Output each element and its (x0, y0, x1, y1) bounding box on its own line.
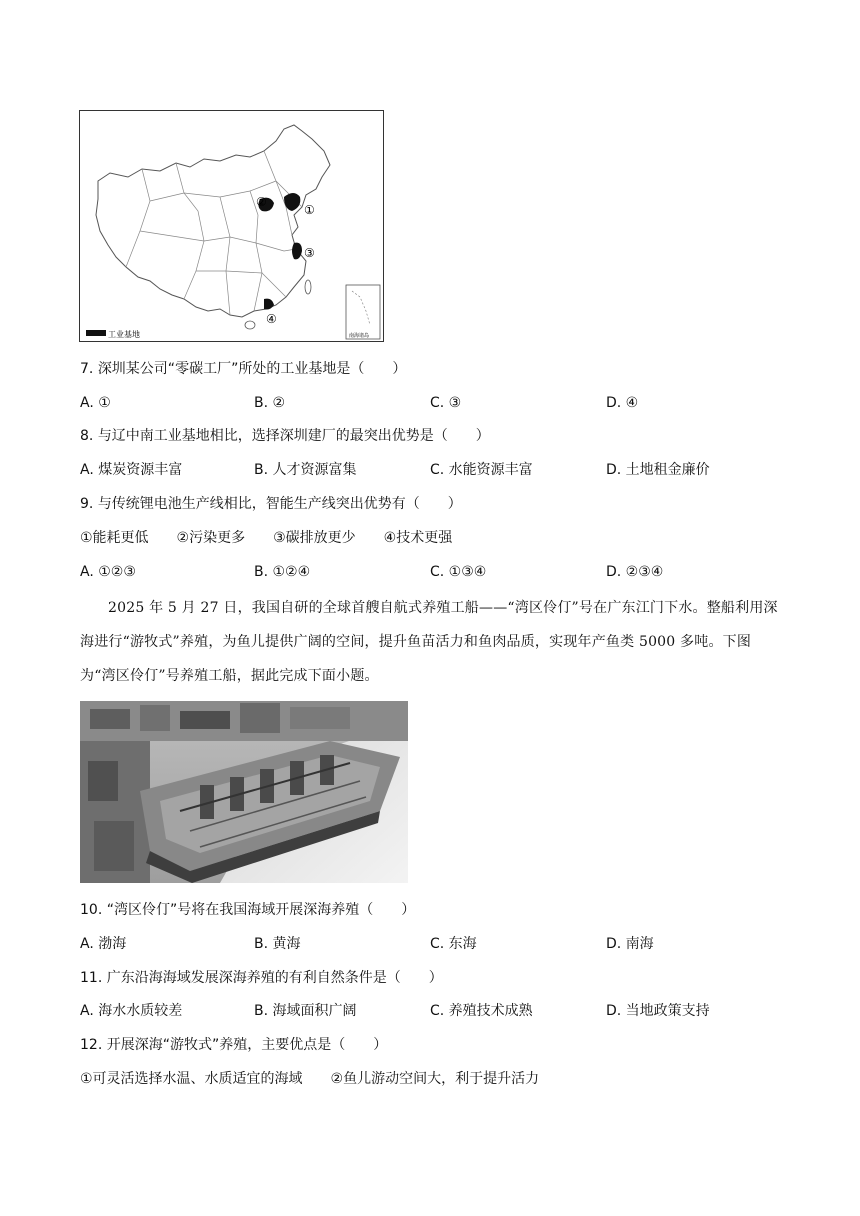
q11-option-b[interactable]: B. 海域面积广阔 (254, 1003, 357, 1019)
question-number: 7. (80, 361, 94, 377)
marker-1: ① (304, 203, 315, 217)
question-stem: 广东沿海海域发展深海养殖的有利自然条件是（ ） (106, 970, 443, 986)
q11-option-a[interactable]: A. 海水水质较差 (80, 1003, 183, 1019)
question-number: 10. (80, 902, 103, 918)
q7-option-d[interactable]: D. ④ (606, 395, 639, 411)
question-7 (80, 359, 406, 379)
q11-option-d[interactable]: D. 当地政策支持 (606, 1003, 710, 1019)
reading-passage: 2025 年 5 月 27 日，我国自研的全球首艘自航式养殖工船——“湾区伶仃”号在广东江门下水。整船利用深海进行“游牧式”养殖，为鱼儿提供广阔的空间，提升鱼苗活力和鱼肉品质，实现年产鱼类 5000 多吨。下图为“湾区伶仃”号养殖工船，据此完成下面小题。 (80, 600, 778, 684)
question-number: 8. (80, 428, 94, 444)
china-outline (96, 125, 330, 317)
south-sea-inset (346, 285, 380, 339)
marker-3: ③ (304, 246, 315, 260)
question-10 (80, 900, 415, 920)
q9-option-c[interactable]: C. ①③④ (430, 564, 487, 580)
q11-option-c[interactable]: C. 养殖技术成熟 (430, 1003, 533, 1019)
question-12 (80, 1035, 387, 1055)
marker-2: ② (256, 195, 267, 209)
q10-option-a[interactable]: A. 渤海 (80, 936, 127, 952)
q7-option-a[interactable]: A. ① (80, 395, 111, 411)
q9-statements: ①能耗更低 ②污染更多 ③碳排放更少 ④技术更强 (80, 530, 453, 546)
question-stem: “湾区伶仃”号将在我国海域开展深海养殖（ ） (106, 902, 416, 918)
question-stem: 开展深海“游牧式”养殖，主要优点是（ ） (106, 1037, 388, 1053)
q12-statements: ①可灵活选择水温、水质适宜的海域 ②鱼儿游动空间大，利于提升活力 (80, 1071, 540, 1087)
aquaculture-ship-photo (80, 701, 408, 883)
ship-illustration (80, 701, 408, 883)
question-stem: 与辽中南工业基地相比，选择深圳建厂的最突出优势是（ ） (97, 428, 490, 444)
q9-option-a[interactable]: A. ①②③ (80, 564, 136, 580)
inset-label: 南海诸岛 (349, 333, 370, 339)
question-number: 9. (80, 496, 94, 512)
q10-option-c[interactable]: C. 东海 (430, 936, 477, 952)
q8-option-b[interactable]: B. 人才资源富集 (254, 462, 357, 478)
map-drawing (80, 111, 383, 341)
question-stem: 深圳某公司“零碳工厂”所处的工业基地是（ ） (97, 361, 407, 377)
question-11 (80, 968, 443, 988)
marker-4: ④ (266, 312, 277, 326)
q9-option-b[interactable]: B. ①②④ (254, 564, 311, 580)
industrial-base-3 (292, 243, 302, 260)
question-number: 11. (80, 970, 103, 986)
q8-option-d[interactable]: D. 土地租金廉价 (606, 462, 710, 478)
q7-option-b[interactable]: B. ② (254, 395, 286, 411)
q10-option-d[interactable]: D. 南海 (606, 936, 654, 952)
legend-swatch (86, 330, 106, 336)
industrial-base-4 (264, 299, 274, 310)
q10-option-b[interactable]: B. 黄海 (254, 936, 301, 952)
question-8 (80, 426, 490, 446)
q7-option-c[interactable]: C. ③ (430, 395, 462, 411)
china-industrial-base-map (79, 110, 384, 342)
question-stem: 与传统锂电池生产线相比，智能生产线突出优势有（ ） (97, 496, 462, 512)
q8-option-c[interactable]: C. 水能资源丰富 (430, 462, 533, 478)
question-number: 12. (80, 1037, 103, 1053)
q9-option-d[interactable]: D. ②③④ (606, 564, 664, 580)
question-9 (80, 494, 462, 514)
q8-option-a[interactable]: A. 煤炭资源丰富 (80, 462, 183, 478)
legend-label: 工业基地 (108, 330, 140, 339)
